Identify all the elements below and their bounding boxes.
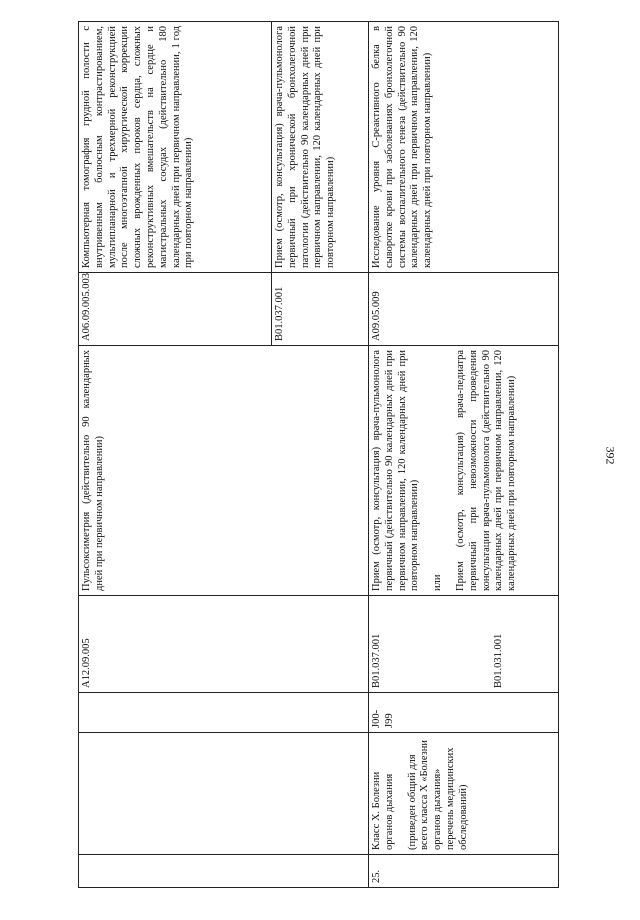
additional-description-cell: Исследование уровня C-реактивного белка в сыворотке крови при заболеваниях бронхолегочной системы воспалительного генеза (действительно 90 календарных дней при первичном направлении, 120 календарных дней при повторном направлении) — [369, 22, 559, 273]
service-description-alternative: Прием (осмотр, консультация) врача-педиатра первичный при невозможности проведения консультации врача-пульмонолога (действительно 90 календарных дней при первичном направлении, 120 календарных дней при повторном направлении) — [454, 350, 518, 591]
additional-code-cell: B01.037.001 — [272, 273, 369, 346]
service-code-cell: A12.09.005 — [79, 596, 369, 693]
row-number-cell — [79, 855, 369, 888]
additional-description-cell: Прием (осмотр, консультация) врача-пульмонолога первичный при хронической бронхолегочной патологии (действительно 90 календарных дней при первичном направлении, 120 календарных дней при повторном направлении) — [272, 22, 369, 273]
rotated-table-wrapper — [78, 22, 558, 888]
service-description-primary: Прием (осмотр, консультация) врача-пульмонолога первичный (действительно 90 календарных дней при первичном направлении, 120 календарных дней при повторном направлении) — [371, 350, 421, 591]
table-row — [369, 22, 559, 888]
service-code-cell — [369, 596, 559, 693]
icd-code-cell: J00-J99 — [369, 693, 559, 733]
additional-code-cell: A06.09.005.003 — [79, 273, 272, 346]
additional-code-cell: A09.05.009 — [369, 273, 559, 346]
class-cell — [369, 733, 559, 855]
services-table — [78, 21, 559, 888]
service-code-alternative: B01.031.001 — [492, 633, 504, 688]
icd-code-cell — [79, 693, 369, 733]
service-description-cell — [369, 346, 559, 596]
row-number-cell: 25. — [369, 855, 559, 888]
class-cell — [79, 733, 369, 855]
class-name: Класс X. Болезни органов дыхания — [371, 771, 395, 850]
service-description-cell: Пульсоксиметрия (действительно 90 календарных дней при первичном направлении) — [79, 346, 369, 596]
class-note: (приведен общий для всего класса X «Болезни органов дыхания» перечень медицинских обследований) — [406, 739, 469, 850]
table-row — [79, 22, 272, 888]
or-separator: или — [432, 574, 444, 591]
service-code-primary: B01.037.001 — [371, 633, 382, 688]
page-number: 392 — [603, 446, 618, 465]
additional-description-cell: Компьютерная томография грудной полости с внутривенным болюсным контрастированием, мультипланарной и трехмерной реконструкцией после многоэтапной хирургической коррекции сложных врожденных пороков сердца, сложных реконструктивных вмешательств на сердце и магистральных сосудах (действительно 180 календарных дней при первичном направлении, 1 год при повторном направлении) — [79, 22, 272, 273]
